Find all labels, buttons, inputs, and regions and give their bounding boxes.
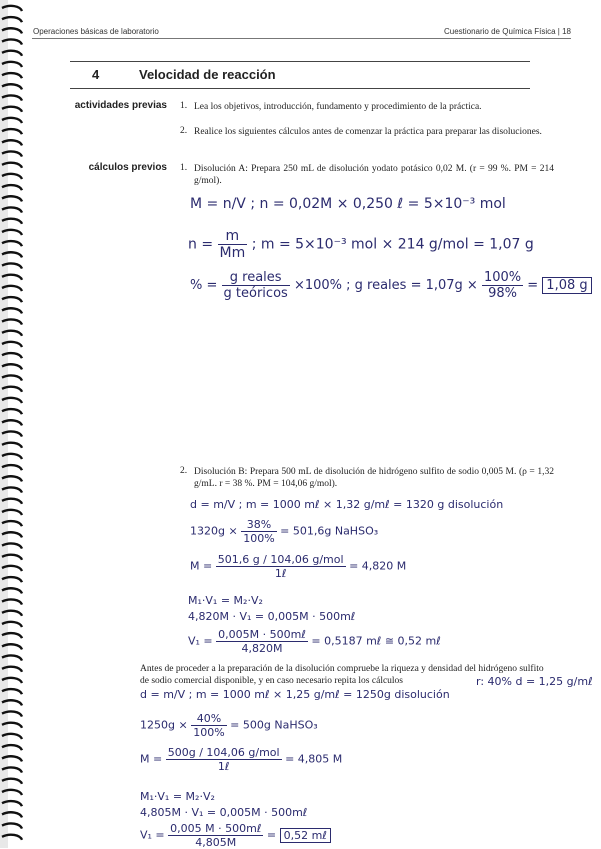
label-previous-calculations: cálculos previos [88,162,167,173]
label-previous-activities: actividades previas [74,100,167,111]
handwriting-b-line-1: d = m/V ; m = 1000 mℓ × 1,32 g/mℓ = 1320 g disolución [190,498,504,511]
handwriting-c-line-6: V₁ = $\frac{\text{0,005 M · 500mℓ}}{4,805M}$ = 0,52 mℓ [140,822,331,849]
header-left: Operaciones básicas de laboratorio [33,27,159,36]
handwriting-c-line-3: M = $\frac{\text{500g / 104,06 g/mol}}{\text{1ℓ}}$ = 4,805 M [140,746,343,773]
handwriting-c-line-4: M₁·V₁ = M₂·V₂ [140,790,215,803]
result-box-c: 0,52 mℓ [280,828,331,843]
handwriting-c-line-2: 1250g × $\frac{40\%}{100\%}$ = 500g NaHSO₃ [140,712,318,739]
section-title: Velocidad de reacción [139,67,276,82]
calc-2-text: Disolución B: Prepara 500 mL de disolución de hidrógeno sulfito de sodio 0,005 M. (ρ = 1,32 g/mL. r = 38 %. PM = 104,06 g/mol). [194,467,554,489]
section-rule-bottom [70,88,530,89]
handwriting-b-line-6: V₁ = $\frac{\text{0,005M · 500mℓ}}{4,820M}$ = 0,5187 mℓ ≅ 0,52 mℓ [188,628,441,655]
calc-1-number: 1. [180,163,188,173]
handwriting-c-line-1: d = m/V ; m = 1000 mℓ × 1,25 g/mℓ = 1250g disolución [140,688,450,701]
handwriting-b-line-2: 1320g × $\frac{38\%}{100\%}$ = 501,6g NaHSO₃ [190,518,379,545]
section-rule-top [70,61,530,62]
header-right: Cuestionario de Química Física | 18 [443,27,571,36]
calc-2-number: 2. [180,466,188,476]
activity-2-number: 2. [180,126,188,136]
note-paragraph: Antes de proceder a la preparación de la disolución compruebe la riqueza y densidad del hidrógeno sulfito de sodio comercial disponible, y en caso necesario repita los cálculos [140,664,544,686]
result-box-a: 1,08 g [542,277,591,294]
handwriting-a-line-1: M = n/V ; n = 0,02M × 0,250 ℓ = 5×10⁻³ mol [190,196,506,212]
handwriting-c-line-5: 4,805M · V₁ = 0,005M · 500mℓ [140,806,308,819]
handwriting-a-line-2: n = $\frac{m}{Mm}$ ; m = 5×10⁻³ mol × 214 g/mol = 1,07 g [188,228,534,261]
section-number: 4 [92,67,100,82]
spiral-binding [0,0,26,848]
handwriting-b-line-5: 4,820M · V₁ = 0,005M · 500mℓ [188,610,356,623]
activity-1-text: Lea los objetivos, introducción, fundamento y procedimiento de la práctica. [194,102,482,112]
header-rule [32,38,571,39]
handwriting-b-line-4: M₁·V₁ = M₂·V₂ [188,594,263,607]
handwriting-note-values: r: 40% d = 1,25 g/mℓ [476,675,593,688]
activity-2-text: Realice los siguientes cálculos antes de comenzar la práctica para preparar las disoluciones. [194,127,542,137]
handwriting-b-line-3: M = $\frac{\text{501,6 g / 104,06 g/mol}}{\text{1ℓ}}$ = 4,820 M [190,553,407,580]
calc-1-text: Disolución A: Prepara 250 mL de disolución yodato potásico 0,02 M. (r = 99 %. PM = 214 g/mol). [194,164,554,186]
handwriting-a-line-3: % = $\frac{\text{g reales}}{\text{g teóricos}}$ ×100% ; g reales = 1,07g × $\frac{100\%}{98\%}$ = 1,08 g [190,270,592,301]
activity-1-number: 1. [180,101,188,111]
